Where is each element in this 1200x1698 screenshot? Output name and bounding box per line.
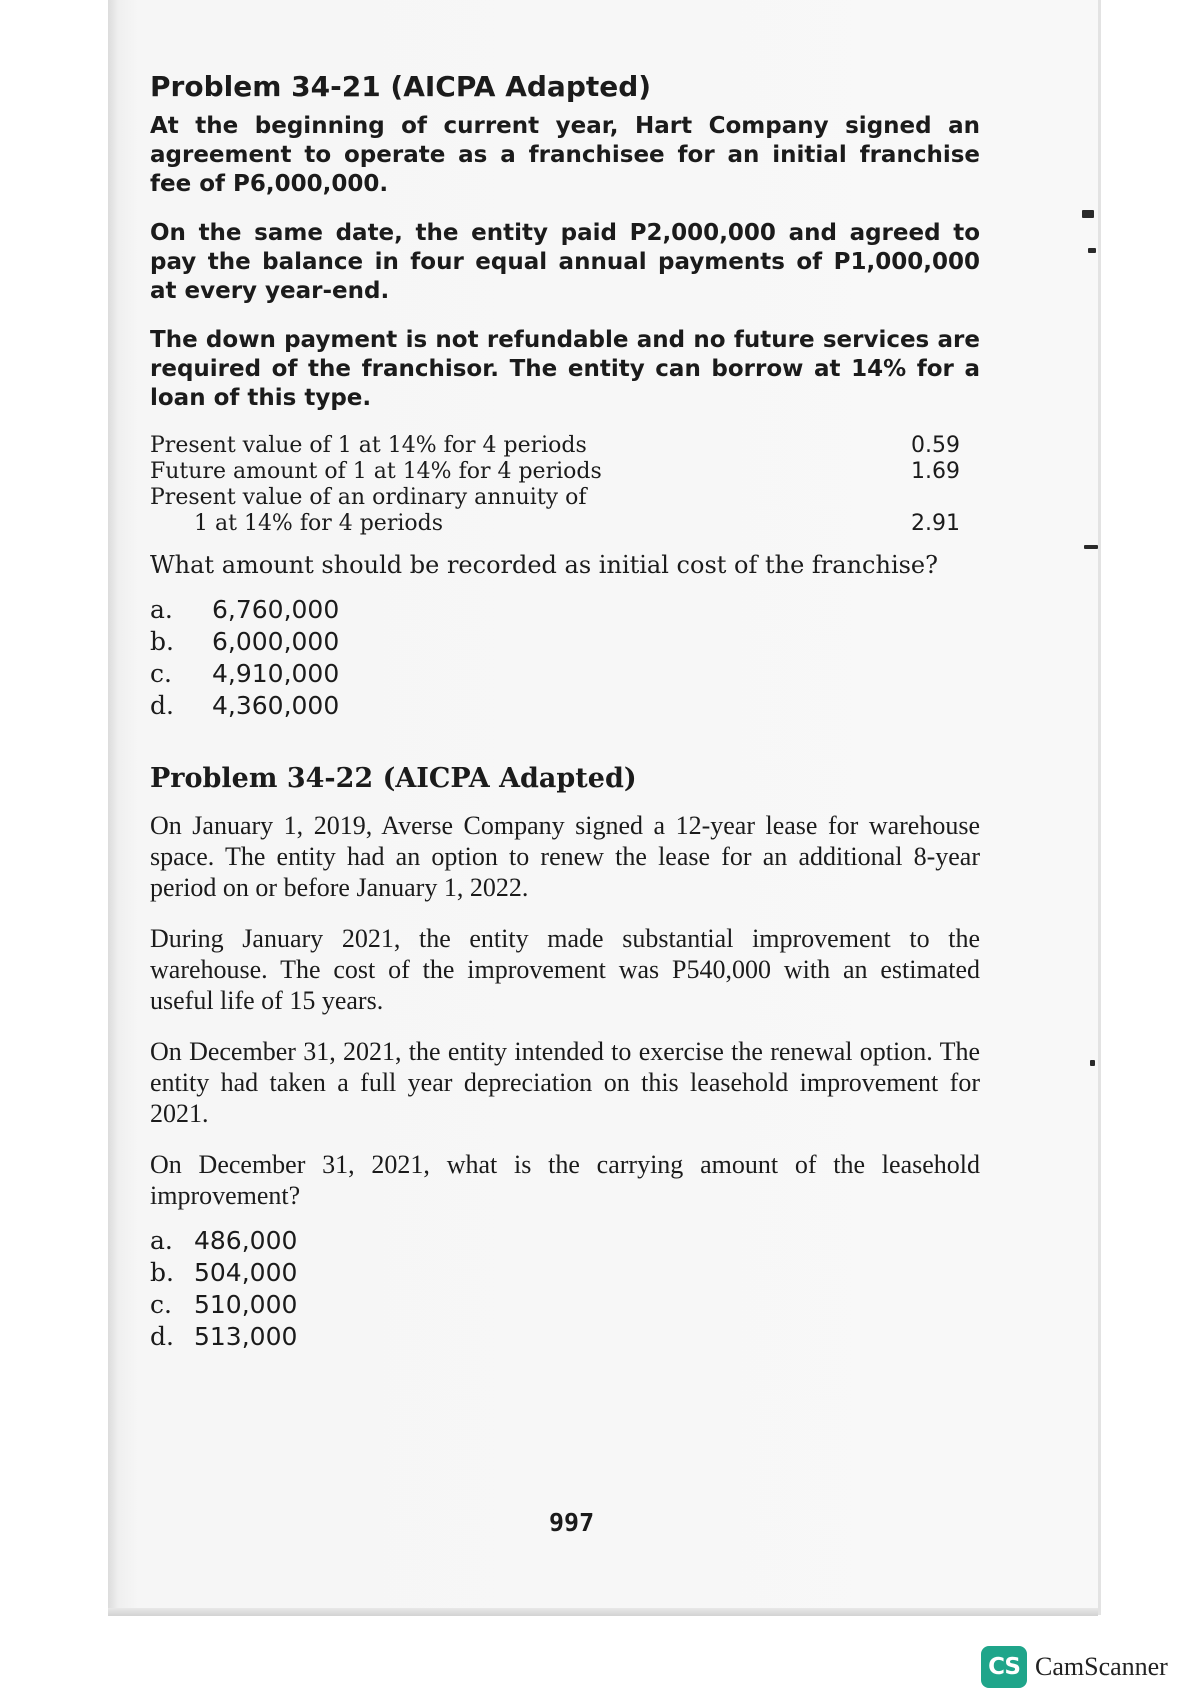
- answer-choices: [150, 594, 980, 722]
- choice-letter: a.: [150, 1226, 173, 1255]
- choice-letter: b.: [150, 1258, 174, 1287]
- table-row-value: 2.91: [911, 511, 960, 536]
- scan-speck: [1084, 545, 1098, 549]
- problem-paragraph: The down payment is not refundable and no future services are required of the franchisor. The entity can borrow at 14% for a loan of this type.: [150, 327, 980, 411]
- table-row: [150, 459, 960, 485]
- page-bottom-shadow: [108, 1608, 1098, 1616]
- choice-letter: c.: [150, 1290, 172, 1319]
- choice-value: 6,000,000: [212, 627, 340, 656]
- document-content: [150, 70, 980, 1393]
- answer-choice: [150, 1225, 980, 1257]
- answer-choices: [150, 1225, 980, 1353]
- table-row: [150, 433, 960, 459]
- scan-speck: [1088, 248, 1096, 253]
- problem-question: On December 31, 2021, what is the carrying amount of the leasehold improvement?: [150, 1150, 980, 1210]
- problem-question: What amount should be recorded as initial cost of the franchise?: [150, 551, 939, 579]
- problem-paragraph: On the same date, the entity paid P2,000,000 and agreed to pay the balance in four equal annual payments of P1,000,000 at every year-end.: [150, 220, 980, 304]
- table-row-label: Future amount of 1 at 14% for 4 periods: [150, 459, 602, 484]
- present-value-table: [150, 433, 960, 537]
- table-row-label: 1 at 14% for 4 periods: [194, 511, 443, 536]
- choice-value: 510,000: [194, 1290, 298, 1319]
- table-row-value: 1.69: [911, 459, 960, 484]
- page-number: 997: [549, 1508, 595, 1537]
- choice-value: 4,360,000: [212, 691, 340, 720]
- problem-paragraph: On January 1, 2019, Averse Company signed a 12-year lease for warehouse space. The entity had an option to renew the lease for an additional 8-year period on or before January 1, 2022.: [150, 811, 980, 902]
- camscanner-watermark: [981, 1646, 1168, 1688]
- table-row-value: 0.59: [911, 433, 960, 458]
- problem-34-21: [150, 70, 980, 722]
- camscanner-brand: CamScanner: [1035, 1652, 1168, 1681]
- choice-value: 504,000: [194, 1258, 298, 1287]
- answer-choice: [150, 690, 980, 722]
- problem-title: Problem 34-22 (AICPA Adapted): [150, 763, 637, 794]
- answer-choice: [150, 1321, 980, 1353]
- choice-letter: a.: [150, 595, 173, 624]
- table-row-label: Present value of 1 at 14% for 4 periods: [150, 433, 587, 458]
- answer-choice: [150, 658, 980, 690]
- problem-paragraph: On December 31, 2021, the entity intended to exercise the renewal option. The entity had taken a full year depreciation on this leasehold improvement for 2021.: [150, 1037, 980, 1128]
- camscanner-logo-icon: CS: [981, 1646, 1027, 1688]
- problem-title: Problem 34-21 (AICPA Adapted): [150, 70, 652, 103]
- answer-choice: [150, 1257, 980, 1289]
- page-edge: [1098, 0, 1101, 1615]
- table-row: [150, 485, 960, 511]
- table-row: [150, 511, 960, 537]
- problem-34-22: [150, 762, 980, 1353]
- table-row-label: Present value of an ordinary annuity of: [150, 485, 587, 510]
- choice-letter: c.: [150, 659, 172, 688]
- choice-value: 4,910,000: [212, 659, 340, 688]
- answer-choice: [150, 1289, 980, 1321]
- choice-value: 486,000: [194, 1226, 298, 1255]
- choice-value: 513,000: [194, 1322, 298, 1351]
- choice-letter: d.: [150, 1322, 174, 1351]
- answer-choice: [150, 594, 980, 626]
- problem-paragraph: At the beginning of current year, Hart Company signed an agreement to operate as a franchisee for an initial franchise fee of P6,000,000.: [150, 113, 980, 197]
- choice-letter: b.: [150, 627, 174, 656]
- scan-speck: [1082, 210, 1094, 218]
- scan-speck: [1090, 1060, 1095, 1066]
- problem-paragraph: During January 2021, the entity made substantial improvement to the warehouse. The cost of the improvement was P540,000 with an estimated useful life of 15 years.: [150, 924, 980, 1015]
- answer-choice: [150, 626, 980, 658]
- choice-value: 6,760,000: [212, 595, 340, 624]
- choice-letter: d.: [150, 691, 174, 720]
